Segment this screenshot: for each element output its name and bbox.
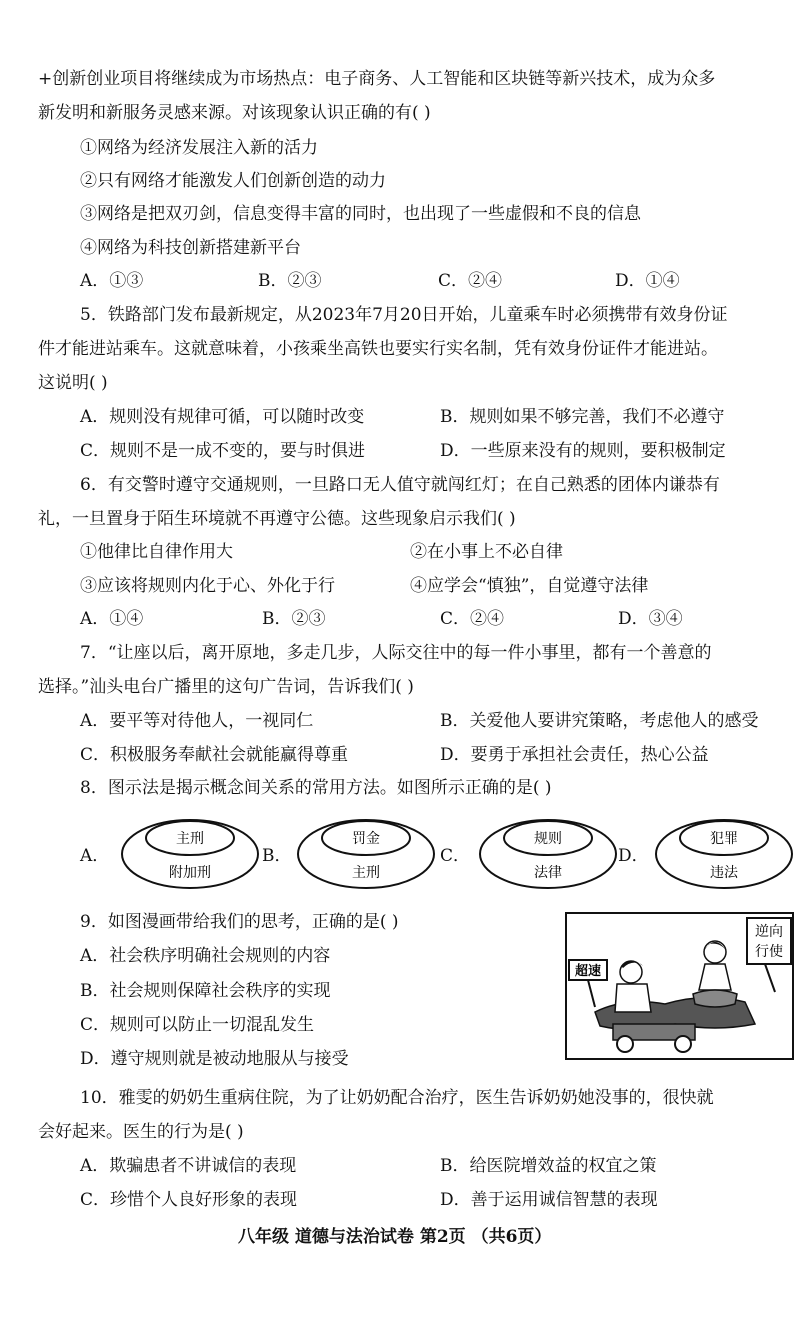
q5-line-3: 这说明( ) xyxy=(38,373,108,393)
sign-wrong-way-label-1: 逆向 xyxy=(755,924,783,940)
q9-option-c: C．规则可以防止一切混乱发生 xyxy=(80,1015,315,1035)
q6-option-a: A．①④ xyxy=(80,609,144,629)
inner-label: 犯罪 xyxy=(710,831,738,847)
q4-item-3: ③网络是把双刃剑，信息变得丰富的同时，也出现了一些虚假和不良的信息 xyxy=(80,204,641,224)
q6-item-3: ③应该将规则内化于心、外化于行 xyxy=(80,576,335,596)
q9-line-1: 9．如图漫画带给我们的思考，正确的是( ) xyxy=(80,912,399,932)
q6-item-2: ②在小事上不必自律 xyxy=(410,542,563,562)
inner-label: 罚金 xyxy=(352,831,380,847)
q8-diagram-b xyxy=(296,814,436,890)
sign-wrong-way-label-2: 行使 xyxy=(755,944,783,960)
q5-option-a: A．规则没有规律可循，可以随时改变 xyxy=(80,407,365,427)
inner-label: 规则 xyxy=(534,831,562,847)
q10-option-b: B．给医院增效益的权宜之策 xyxy=(440,1156,657,1176)
sign-speeding-label: 超速 xyxy=(574,964,602,979)
outer-label: 附加刑 xyxy=(169,865,211,881)
scooter xyxy=(693,990,737,1007)
wheel-right xyxy=(675,1036,691,1052)
q9-cartoon xyxy=(565,912,794,1060)
man-body xyxy=(615,984,651,1012)
q7-line-2: 选择。”汕头电台广播里的这句广告词，告诉我们( ) xyxy=(38,677,414,697)
q4-line-2: 新发明和新服务灵感来源。对该现象认识正确的有( ) xyxy=(38,103,431,123)
q4-option-b: B．②③ xyxy=(258,271,322,291)
q10-option-d: D．善于运用诚信智慧的表现 xyxy=(440,1190,658,1210)
q6-item-4: ④应学会“慎独”，自觉遵守法律 xyxy=(410,576,649,596)
q8-diagram-a xyxy=(120,814,260,890)
outer-label: 主刑 xyxy=(352,865,380,881)
q4-item-4: ④网络为科技创新搭建新平台 xyxy=(80,238,301,258)
q10-line-2: 会好起来。医生的行为是( ) xyxy=(38,1122,244,1142)
q5-line-2: 件才能进站乘车。这就意味着，小孩乘坐高铁也要实行实名制，凭有效身份证件才能进站。 xyxy=(38,339,718,359)
q6-line-2: 礼，一旦置身于陌生环境就不再遵守公德。这些现象启示我们( ) xyxy=(38,509,516,529)
q10-option-a: A．欺骗患者不讲诚信的表现 xyxy=(80,1156,297,1176)
inner-label: 主刑 xyxy=(176,831,204,847)
q5-line-1: 5．铁路部门发布最新规定，从2023年7月20日开始，儿童乘车时必须携带有效身份证 xyxy=(80,305,728,325)
q6-option-b: B．②③ xyxy=(262,609,326,629)
q4-option-c: C．②④ xyxy=(438,271,503,291)
q4-item-2: ②只有网络才能激发人们创新创造的动力 xyxy=(80,171,386,191)
q7-line-1: 7．“让座以后，离开原地，多走几步，人际交往中的每一件小事里，都有一个善意的 xyxy=(80,643,712,663)
q10-line-1: 10．雅雯的奶奶生重病住院，为了让奶奶配合治疗，医生告诉奶奶她没事的，很快就 xyxy=(80,1088,714,1108)
outer-label: 法律 xyxy=(534,865,562,881)
q8-diagram-d xyxy=(654,814,794,890)
q9-option-d: D．遵守规则就是被动地服从与接受 xyxy=(80,1049,349,1069)
q7-option-c: C．积极服务奉献社会就能赢得尊重 xyxy=(80,745,349,765)
q5-option-b: B．规则如果不够完善，我们不必遵守 xyxy=(440,407,725,427)
q8-diagram-b-letter: B． xyxy=(262,846,292,866)
q8-diagram-c xyxy=(478,814,618,890)
q8-line-1: 8．图示法是揭示概念间关系的常用方法。如图所示正确的是( ) xyxy=(80,778,552,798)
q9-option-a: A．社会秩序明确社会规则的内容 xyxy=(80,946,331,966)
q5-option-c: C．规则不是一成不变的，要与时俱进 xyxy=(80,441,366,461)
outer-label: 违法 xyxy=(710,865,738,881)
q8-diagram-a-letter: A． xyxy=(80,846,110,866)
q4-item-1: ①网络为经济发展注入新的活力 xyxy=(80,138,318,158)
page-footer: 八年级 道德与法治试卷 第2页 （共6页） xyxy=(238,1227,552,1247)
q7-option-a: A．要平等对待他人，一视同仁 xyxy=(80,711,314,731)
woman-head xyxy=(704,941,726,963)
q6-line-1: 6．有交警时遵守交通规则，一旦路口无人值守就闯红灯；在自己熟悉的团体内谦恭有 xyxy=(80,475,720,495)
q6-item-1: ①他律比自律作用大 xyxy=(80,542,233,562)
wheel-left xyxy=(617,1036,633,1052)
q6-option-d: D．③④ xyxy=(618,609,683,629)
q4-line-1: +创新创业项目将继续成为市场热点：电子商务、人工智能和区块链等新兴技术，成为众多 xyxy=(38,69,716,89)
q7-option-d: D．要勇于承担社会责任，热心公益 xyxy=(440,745,709,765)
q9-option-b: B．社会规则保障社会秩序的实现 xyxy=(80,981,331,1001)
q6-option-c: C．②④ xyxy=(440,609,505,629)
woman-body xyxy=(699,964,731,990)
q8-diagram-d-letter: D． xyxy=(618,846,649,866)
q7-option-b: B．关爱他人要讲究策略，考虑他人的感受 xyxy=(440,711,759,731)
q5-option-d: D．一些原来没有的规则，要积极制定 xyxy=(440,441,726,461)
q4-option-d: D．①④ xyxy=(615,271,680,291)
q8-diagram-c-letter: C． xyxy=(440,846,471,866)
q10-option-c: C．珍惜个人良好形象的表现 xyxy=(80,1190,298,1210)
q4-option-a: A．①③ xyxy=(80,271,144,291)
